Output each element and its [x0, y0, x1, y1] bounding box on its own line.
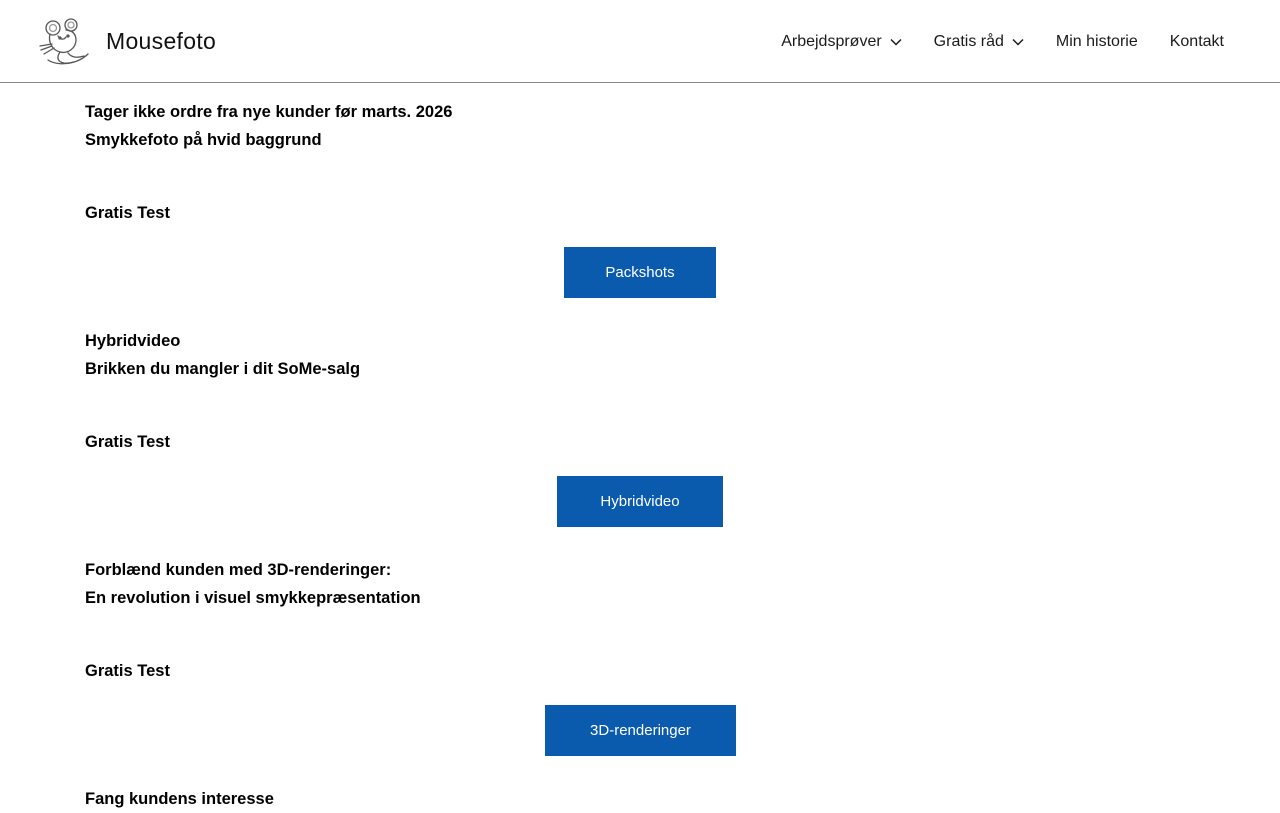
nav-item-arbejdsprover[interactable] — [781, 33, 901, 51]
nav-item-label: Gratis råd — [933, 32, 1004, 50]
gratis-test-label: Gratis Test — [85, 204, 170, 222]
section-heading-line2: Smykkefoto på hvid baggrund — [85, 131, 322, 149]
nav-item-label: Min historie — [1055, 32, 1138, 50]
chevron-down-icon — [1012, 38, 1024, 46]
section-heading-line1: Tager ikke ordre fra nye kunder før marts. 2026 — [85, 103, 453, 121]
section-heading-line1: Hybridvideo — [85, 332, 181, 350]
chevron-down-icon — [890, 38, 902, 46]
section-heading-line1: Fang kundens interesse — [85, 790, 274, 808]
section-heading-line2: En revolution i visuel smykkepræsentation — [85, 589, 421, 607]
gratis-test-label: Gratis Test — [85, 662, 170, 680]
section-heading — [85, 556, 421, 612]
nav-item-label: Kontakt — [1169, 32, 1224, 50]
section-heading — [85, 327, 360, 383]
nav-item-min-historie[interactable] — [1056, 33, 1138, 51]
nav-item-kontakt[interactable] — [1170, 33, 1224, 51]
packshots-button[interactable]: Packshots — [564, 247, 716, 298]
section-heading-line2: Brikken du mangler i dit SoMe-salg — [85, 360, 361, 378]
site-header — [0, 0, 1280, 83]
site-title[interactable]: Mousefoto — [106, 27, 217, 54]
section-heading — [85, 785, 274, 813]
home-link[interactable] — [38, 16, 216, 66]
gratis-test-label: Gratis Test — [85, 433, 170, 451]
hybridvideo-button[interactable]: Hybridvideo — [557, 476, 723, 527]
3d-renderinger-button[interactable]: 3D-renderinger — [545, 705, 736, 756]
mouse-logo-icon — [38, 16, 90, 66]
section-heading-line1: Forblænd kunden med 3D-renderinger: — [85, 561, 392, 579]
nav-item-gratis-raad[interactable] — [934, 33, 1024, 51]
section-heading — [85, 98, 452, 154]
nav-item-label: Arbejdsprøver — [781, 32, 882, 50]
main-nav — [781, 0, 1224, 83]
